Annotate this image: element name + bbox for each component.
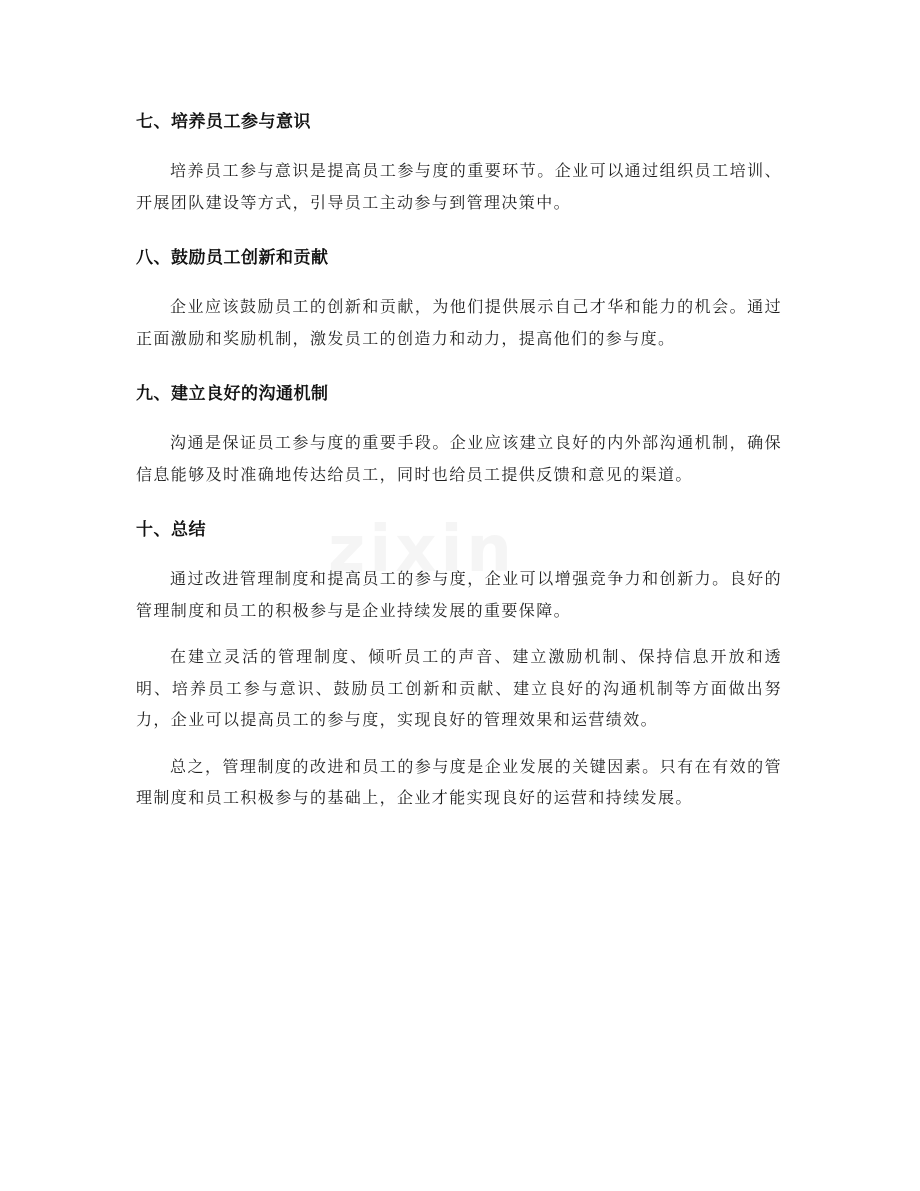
section-cultivate-participation <box>136 108 782 218</box>
section-paragraph: 企业应该鼓励员工的创新和贡献，为他们提供展示自己才华和能力的机会。通过正面激励和奖励机制，激发员工的创造力和动力，提高他们的参与度。 <box>136 297 782 348</box>
section-communication-mechanism <box>136 380 782 490</box>
section-paragraph: 总之，管理制度的改进和员工的参与度是企业发展的关键因素。只有在有效的管理制度和员工积极参与的基础上，企业才能实现良好的运营和持续发展。 <box>136 756 782 807</box>
section-paragraph: 在建立灵活的管理制度、倾听员工的声音、建立激励机制、保持信息开放和透明、培养员工参与意识、鼓励员工创新和贡献、建立良好的沟通机制等方面做出努力，企业可以提高员工的参与度，实现良好的管理效果和运营绩效。 <box>136 647 782 729</box>
section-encourage-innovation <box>136 244 782 354</box>
section-summary <box>136 516 782 814</box>
section-heading: 十、总结 <box>136 520 206 540</box>
section-paragraph: 沟通是保证员工参与度的重要手段。企业应该建立良好的内外部沟通机制，确保信息能够及时准确地传达给员工，同时也给员工提供反馈和意见的渠道。 <box>136 433 782 484</box>
section-heading: 八、鼓励员工创新和贡献 <box>136 248 329 268</box>
section-heading: 七、培养员工参与意识 <box>136 112 311 132</box>
section-heading: 九、建立良好的沟通机制 <box>136 384 329 404</box>
watermark: zixin <box>328 513 516 587</box>
section-paragraph: 培养员工参与意识是提高员工参与度的重要环节。企业可以通过组织员工培训、开展团队建设等方式，引导员工主动参与到管理决策中。 <box>136 161 782 212</box>
section-paragraph: 通过改进管理制度和提高员工的参与度，企业可以增强竞争力和创新力。良好的管理制度和员工的积极参与是企业持续发展的重要保障。 <box>136 569 782 620</box>
